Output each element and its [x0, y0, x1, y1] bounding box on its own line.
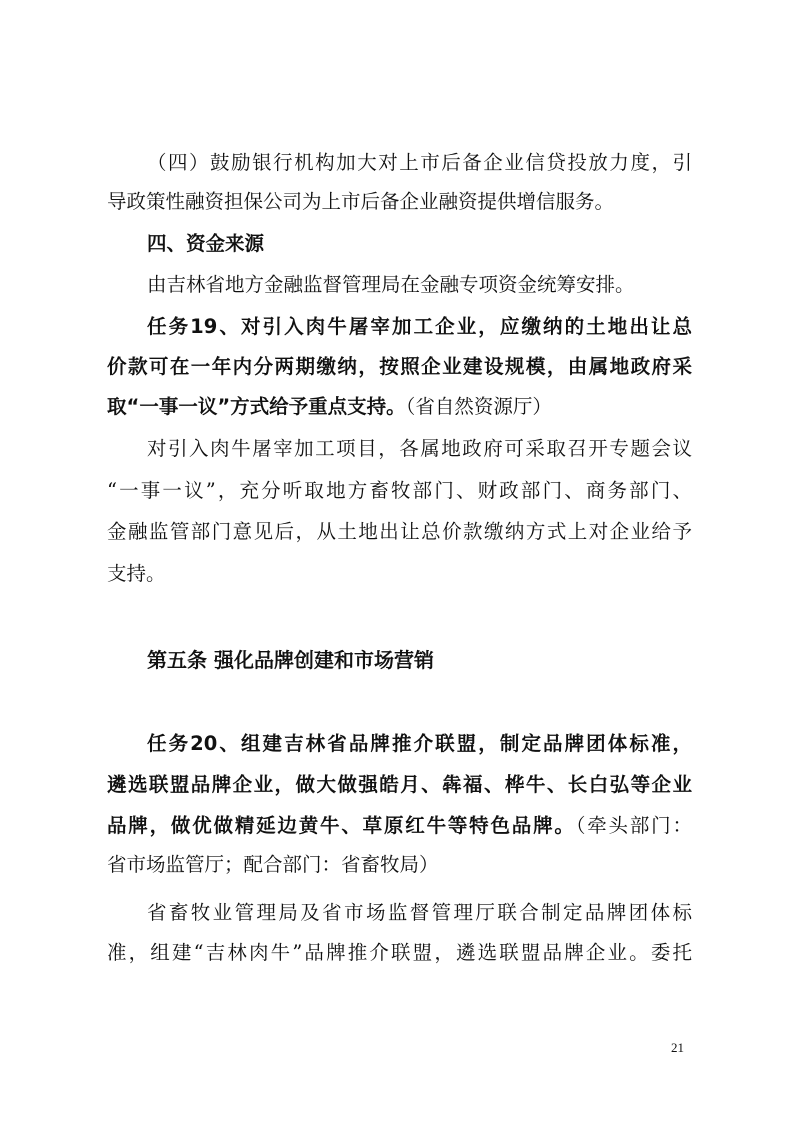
paragraph-line: （四）鼓励银行机构加大对上市后备企业信贷投放力度，引 — [147, 151, 692, 174]
task-text: 取“一事一议”方式给予重点支持。 — [107, 395, 406, 418]
paragraph-line: 对引入肉牛屠宰加工项目，各属地政府可采取召开专题会议 — [147, 437, 692, 460]
task-line: 任务19、对引入肉牛屠宰加工企业，应缴纳的土地出让总 — [147, 315, 692, 338]
paragraph-line: “一事一议”，充分听取地方畜牧部门、财政部门、商务部门、 — [107, 479, 692, 502]
paragraph-line: 金融监管部门意见后，从土地出让总价款缴纳方式上对企业给予 — [107, 520, 692, 543]
page-number: 21 — [671, 1040, 684, 1055]
task-note-line: 省市场监管厅；配合部门：省畜牧局） — [107, 853, 439, 876]
paragraph-line: 准，组建“吉林肉牛”品牌推介联盟，遴选联盟品牌企业。委托 — [107, 941, 692, 964]
task-line: 遴选联盟品牌企业，做大做强皓月、犇福、桦牛、长白弘等企业 — [107, 773, 692, 796]
task-line — [107, 392, 692, 422]
paragraph-line: 导政策性融资担保公司为上市后备企业融资提供增信服务。 — [107, 190, 615, 213]
paragraph-line: 支持。 — [107, 562, 166, 585]
section-heading: 四、资金来源 — [147, 232, 265, 255]
task-note: （牵头部门： — [575, 814, 692, 837]
task-line: 价款可在一年内分两期缴纳，按照企业建设规模，由属地政府采 — [107, 355, 692, 378]
task-line: 任务20、组建吉林省品牌推介联盟，制定品牌团体标准， — [147, 732, 692, 755]
task-line — [107, 811, 692, 841]
task-note: （省自然资源厅） — [405, 395, 552, 418]
paragraph-line: 由吉林省地方金融监督管理局在金融专项资金统筹安排。 — [147, 273, 635, 296]
paragraph-line: 省畜牧业管理局及省市场监督管理厅联合制定品牌团体标 — [147, 901, 692, 924]
task-text: 品牌，做优做精延边黄牛、草原红牛等特色品牌。 — [107, 814, 576, 837]
article-heading: 第五条 强化品牌创建和市场营销 — [147, 648, 434, 672]
